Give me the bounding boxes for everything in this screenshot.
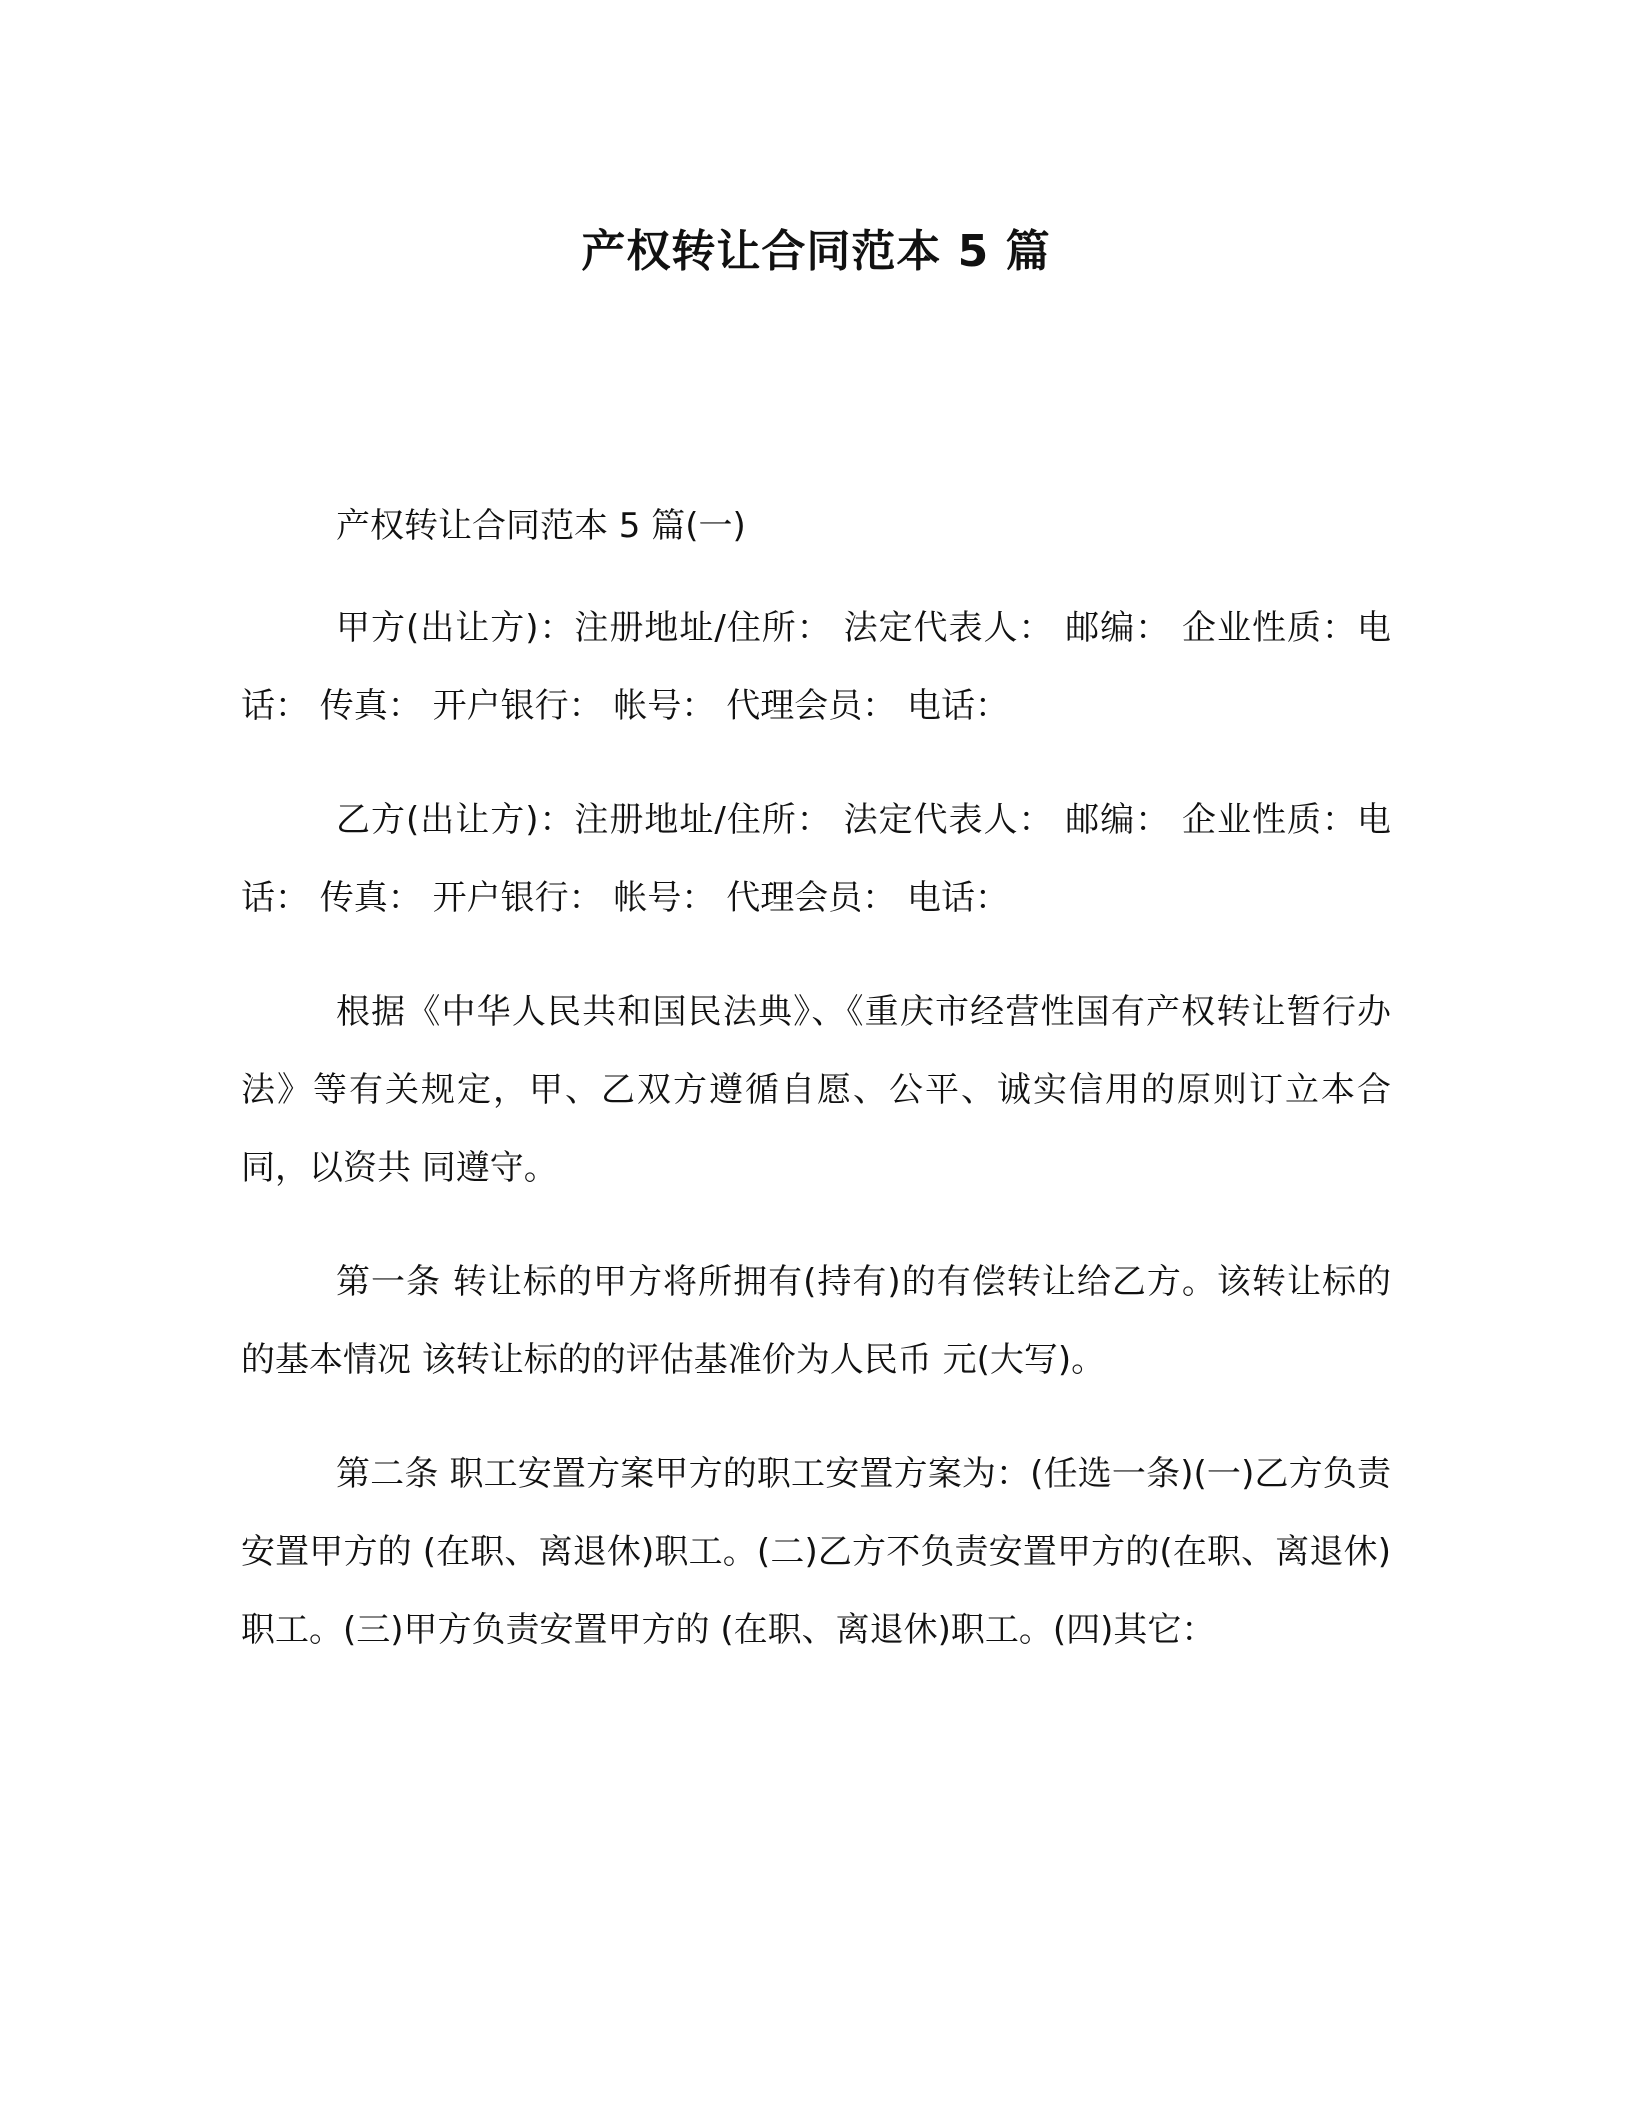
preamble-paragraph: 根据《中华人民共和国民法典》、《重庆市经营性国有产权转让暂行办法》等有关规定，甲、乙双方遵循自愿、公平、诚实信用的原则订立本合同，以资共 同遵守。 [241, 992, 1391, 1188]
section-heading: 产权转让合同范本 5 篇(一) [336, 506, 746, 546]
document-title: 产权转让合同范本 5 篇 [581, 226, 1051, 277]
article-one: 第一条 转让标的甲方将所拥有(持有)的有偿转让给乙方。该转让标的的基本情况 该转让标的的评估基准价为人民币 元(大写)。 [241, 1262, 1391, 1380]
article-two: 第二条 职工安置方案甲方的职工安置方案为：(任选一条)(一)乙方负责安置甲方的 (在职、离退休)职工。(二)乙方不负责安置甲方的(在职、离退休)职工。(三)甲方负责安置甲方的 (在职、离退休)职工。(四)其它： [241, 1454, 1391, 1650]
party-a-info: 甲方(出让方)：注册地址/住所： 法定代表人： 邮编： 企业性质：电话： 传真： 开户银行： 帐号： 代理会员： 电话： [241, 608, 1391, 726]
party-b-info: 乙方(出让方)：注册地址/住所： 法定代表人： 邮编： 企业性质：电话： 传真： 开户银行： 帐号： 代理会员： 电话： [241, 800, 1391, 918]
document-body [241, 487, 1391, 1705]
